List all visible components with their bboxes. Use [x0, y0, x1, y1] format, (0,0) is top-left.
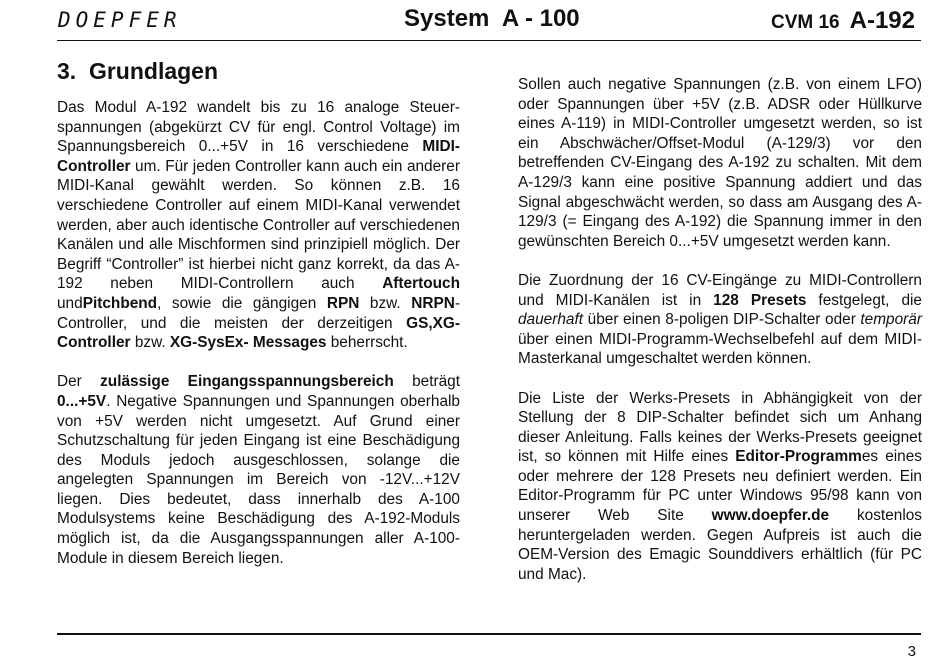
text-run: Die Liste der Werks-Presets in Abhängigkeit von der Stellung der 8 DIP-Schalter befindet sich um Anhang dieser Anleitung. Falls keines der Werks-Presets geeignet ist, so können mit Hilfe eines	[518, 389, 922, 466]
bold-text: Editor-Programm	[735, 448, 862, 466]
page-header	[0, 0, 950, 44]
text-run: -Controller, und die meisten der derzeitigen	[57, 294, 460, 332]
paragraph	[518, 271, 922, 369]
text-run: es eines oder mehrere der 128 Presets neu definiert werden. Ein Editor-Programm für PC unter Windows 95/98 kann von unserer Web Site	[518, 448, 923, 525]
module-number: A-192	[849, 7, 915, 34]
bold-text: MIDI-Controller	[57, 138, 460, 175]
page-number: 3	[907, 643, 916, 660]
system-title: System A - 100	[404, 5, 580, 32]
italic-text: temporär	[860, 311, 922, 329]
text-run: Der	[57, 373, 101, 391]
paragraph	[57, 98, 460, 353]
text-run: kostenlos heruntergeladen werden. Gegen Aufpreis ist auch die OEM-Version des Emagic Sounddivers erhältlich (für PC und Mac).	[518, 507, 923, 583]
doepfer-logo: DOEPFER	[58, 8, 182, 32]
text-run: , sowie die gängigen	[157, 294, 327, 312]
paragraph	[518, 75, 922, 251]
paragraph	[518, 389, 922, 585]
bold-text: XG-SysEx- Messages	[169, 334, 327, 352]
text-run: Sollen auch negative Spannungen (z.B. von einem LFO) oder Spannungen über +5V (z.B. ADSR oder Hüllkurve eines A-119) in MIDI-Controller umgesetzt werden, so ist ein Abschwächer/Offset-Modul (A-129/3) vor den betreffenden CV-Eingang des A-192 zu schalten. Mit dem A-129/3 kann eine positive Spannung addiert und das Signal abgeschwächt werden, so dass am Ausgang des A-129/3 (= Eingang des A-192) die Spannung immer in den gewünschten Bereich 0...+5V umgesetzt werden kann.	[518, 76, 922, 250]
text-run: bzw.	[130, 334, 170, 352]
bold-text: GS,XG- Controller	[57, 314, 460, 352]
bold-text: Aftertouch	[382, 275, 460, 293]
text-run: festgelegt, die	[806, 291, 922, 309]
text-run: über einen MIDI-Programm-Wechselbefehl auf dem MIDI-Masterkanal umgeschaltet werden können.	[518, 330, 922, 368]
text-run: und	[57, 294, 83, 312]
module-code	[771, 7, 915, 35]
text-run: über einen 8-poligen DIP-Schalter oder	[583, 311, 861, 329]
text-run: Das Modul A-192 wandelt bis zu 16 analoge Steuer-spannungen (abgekürzt CV für engl. Control Voltage) im Spannungsbereich 0...+5V in 16 verschiedene	[57, 99, 460, 156]
header-divider	[57, 40, 921, 41]
footer-divider	[57, 633, 921, 635]
bold-text: www.doepfer.de	[711, 507, 830, 525]
text-run: bzw.	[359, 294, 412, 312]
bold-text: Pitchbend	[82, 294, 158, 312]
bold-text: 0...+5V	[57, 392, 107, 410]
right-column	[518, 75, 922, 604]
text-run: . Negative Spannungen und Spannungen oberhalb von +5V werden nicht umgesetzt. Auf Grund einer Schutzschaltung für jeden Eingang ist eine Beschädigung des Moduls jedoch ausgeschlossen, solange die angelegten Spannungen im Bereich von -12V...+12V liegen. Dies bedeutet, dass innerhalb des A-100 Modulsystems keine Beschädigung des A-192-Moduls möglich ist, da die Ausgangsspannungen aller A-100-Module in diesem Bereich liegen.	[57, 392, 460, 567]
text-run: Die Zuordnung der 16 CV-Eingänge zu MIDI-Controllern und MIDI-Kanälen ist in	[518, 271, 922, 309]
bold-text: NRPN	[411, 294, 455, 312]
section-heading: 3. Grundlagen	[57, 58, 219, 84]
module-short-name: CVM 16	[770, 12, 840, 33]
bold-text: RPN	[326, 294, 360, 312]
paragraph	[57, 372, 460, 568]
text-run: um. Für jeden Controller kann auch ein anderer MIDI-Kanal gewählt werden. So können z.B. 16 verschiedene Controller auf einem MIDI-Kanal verwendet werden, aber auch identische Controller auf verschiedenen Kanälen und alle Mischformen sind prinzipiell möglich. Der Begriff “Controller” ist hierbei nicht ganz korrekt, da das A-192 neben MIDI-Controllern auch	[57, 157, 460, 293]
bold-text: zulässige Eingangsspannungsbereich	[100, 373, 394, 391]
italic-text: dauerhaft	[518, 311, 584, 329]
text-run: beherrscht.	[326, 334, 408, 352]
text-run: beträgt	[393, 373, 460, 391]
left-column	[57, 98, 460, 588]
bold-text: 128 Presets	[713, 291, 807, 309]
